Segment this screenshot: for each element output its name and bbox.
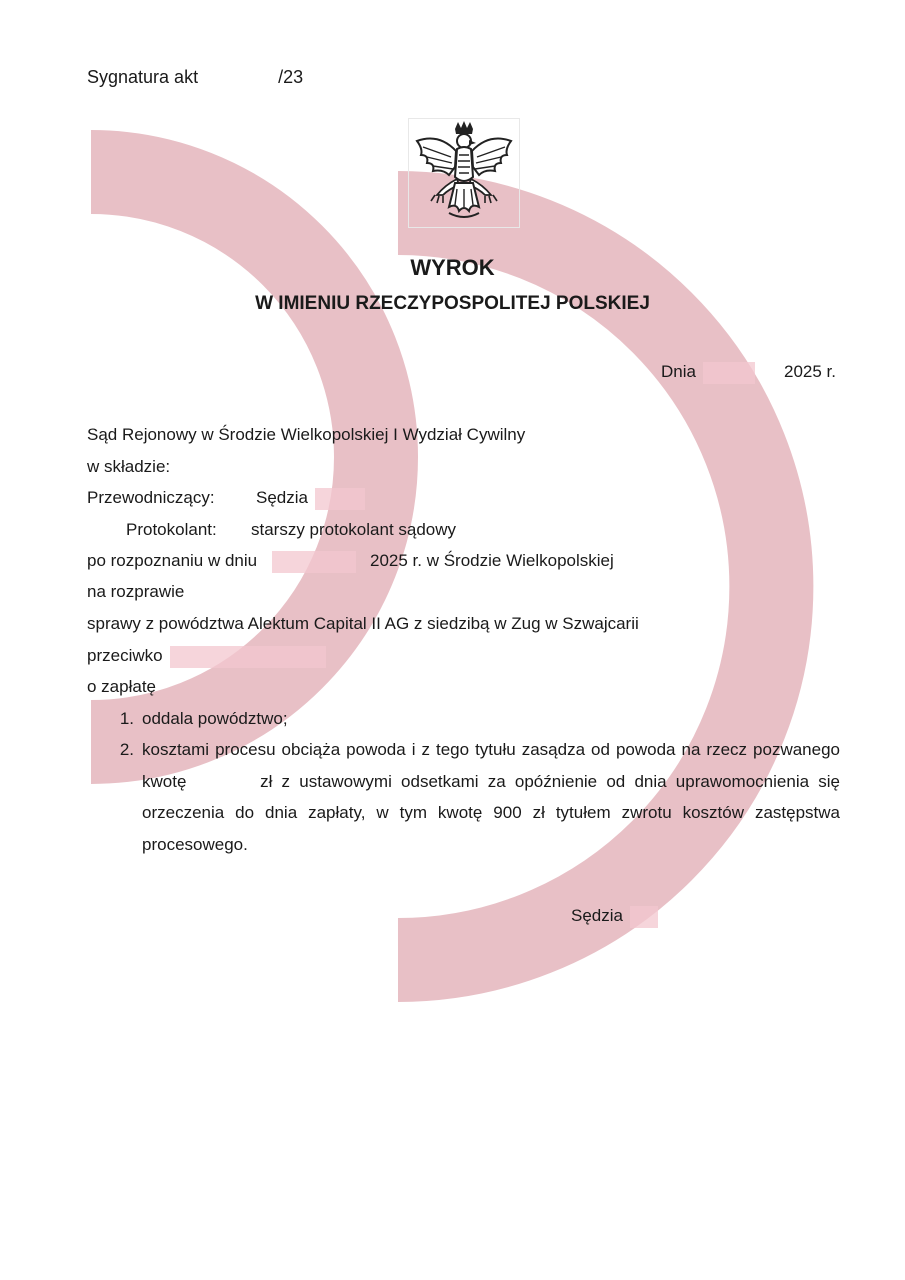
- ruling-item-2: [112, 734, 845, 864]
- redacted-hearing-date: [272, 551, 356, 573]
- composition-label: w składzie:: [87, 457, 171, 476]
- case-signature: [87, 67, 303, 88]
- ruling-item-1: [112, 703, 840, 735]
- redacted-judge-name: [315, 488, 365, 510]
- redacted-signature-name: [630, 906, 658, 928]
- ruling-text: kosztami procesu obciąża powoda i z tego tytułu zasądza od powoda na rzecz pozwanego kwotę zł z ustawowymi odsetkami za opóźnienie od dnia uprawomocnienia się orzeczenia do dnia zapłaty, w tym kwotę 900 zł tytułem zwrotu kosztów zastępstwa procesowego.: [142, 740, 845, 854]
- judge-signature-label: Sędzia: [571, 906, 623, 925]
- document-title: WYROK: [410, 255, 495, 280]
- case-signature-label: Sygnatura akt: [87, 67, 199, 87]
- case-signature-suffix: /23: [278, 67, 304, 87]
- polish-eagle-emblem-icon: [408, 118, 520, 228]
- ruling-text: oddala powództwo;: [142, 709, 288, 728]
- case-parties: sprawy z powództwa Alektum Capital II AG z siedzibą w Zug w Szwajcarii: [87, 614, 639, 633]
- redacted-defendant-name: [170, 646, 326, 668]
- presiding-value: Sędzia: [256, 488, 308, 507]
- document-subtitle: W IMIENIU RZECZYPOSPOLITEJ POLSKIEJ: [255, 293, 650, 314]
- clerk-value: starszy protokolant sądowy: [251, 520, 457, 539]
- ruling-number: 1.: [119, 709, 134, 728]
- hearing-prefix: po rozpoznaniu w dniu: [87, 551, 258, 570]
- clerk-label: Protokolant:: [126, 520, 217, 539]
- hearing-suffix: 2025 r. w Środzie Wielkopolskiej: [370, 551, 614, 570]
- case-subject: o zapłatę: [87, 677, 156, 696]
- ruling-number: 2.: [119, 740, 134, 759]
- court-name: Sąd Rejonowy w Środzie Wielkopolskiej I Wydział Cywilny: [87, 425, 526, 444]
- date-suffix: 2025 r.: [784, 362, 836, 381]
- hearing-type: na rozprawie: [87, 582, 185, 601]
- against-label: przeciwko: [87, 646, 163, 665]
- date-prefix: Dnia: [661, 362, 696, 381]
- redacted-date: [703, 362, 755, 384]
- presiding-label: Przewodniczący:: [87, 488, 215, 507]
